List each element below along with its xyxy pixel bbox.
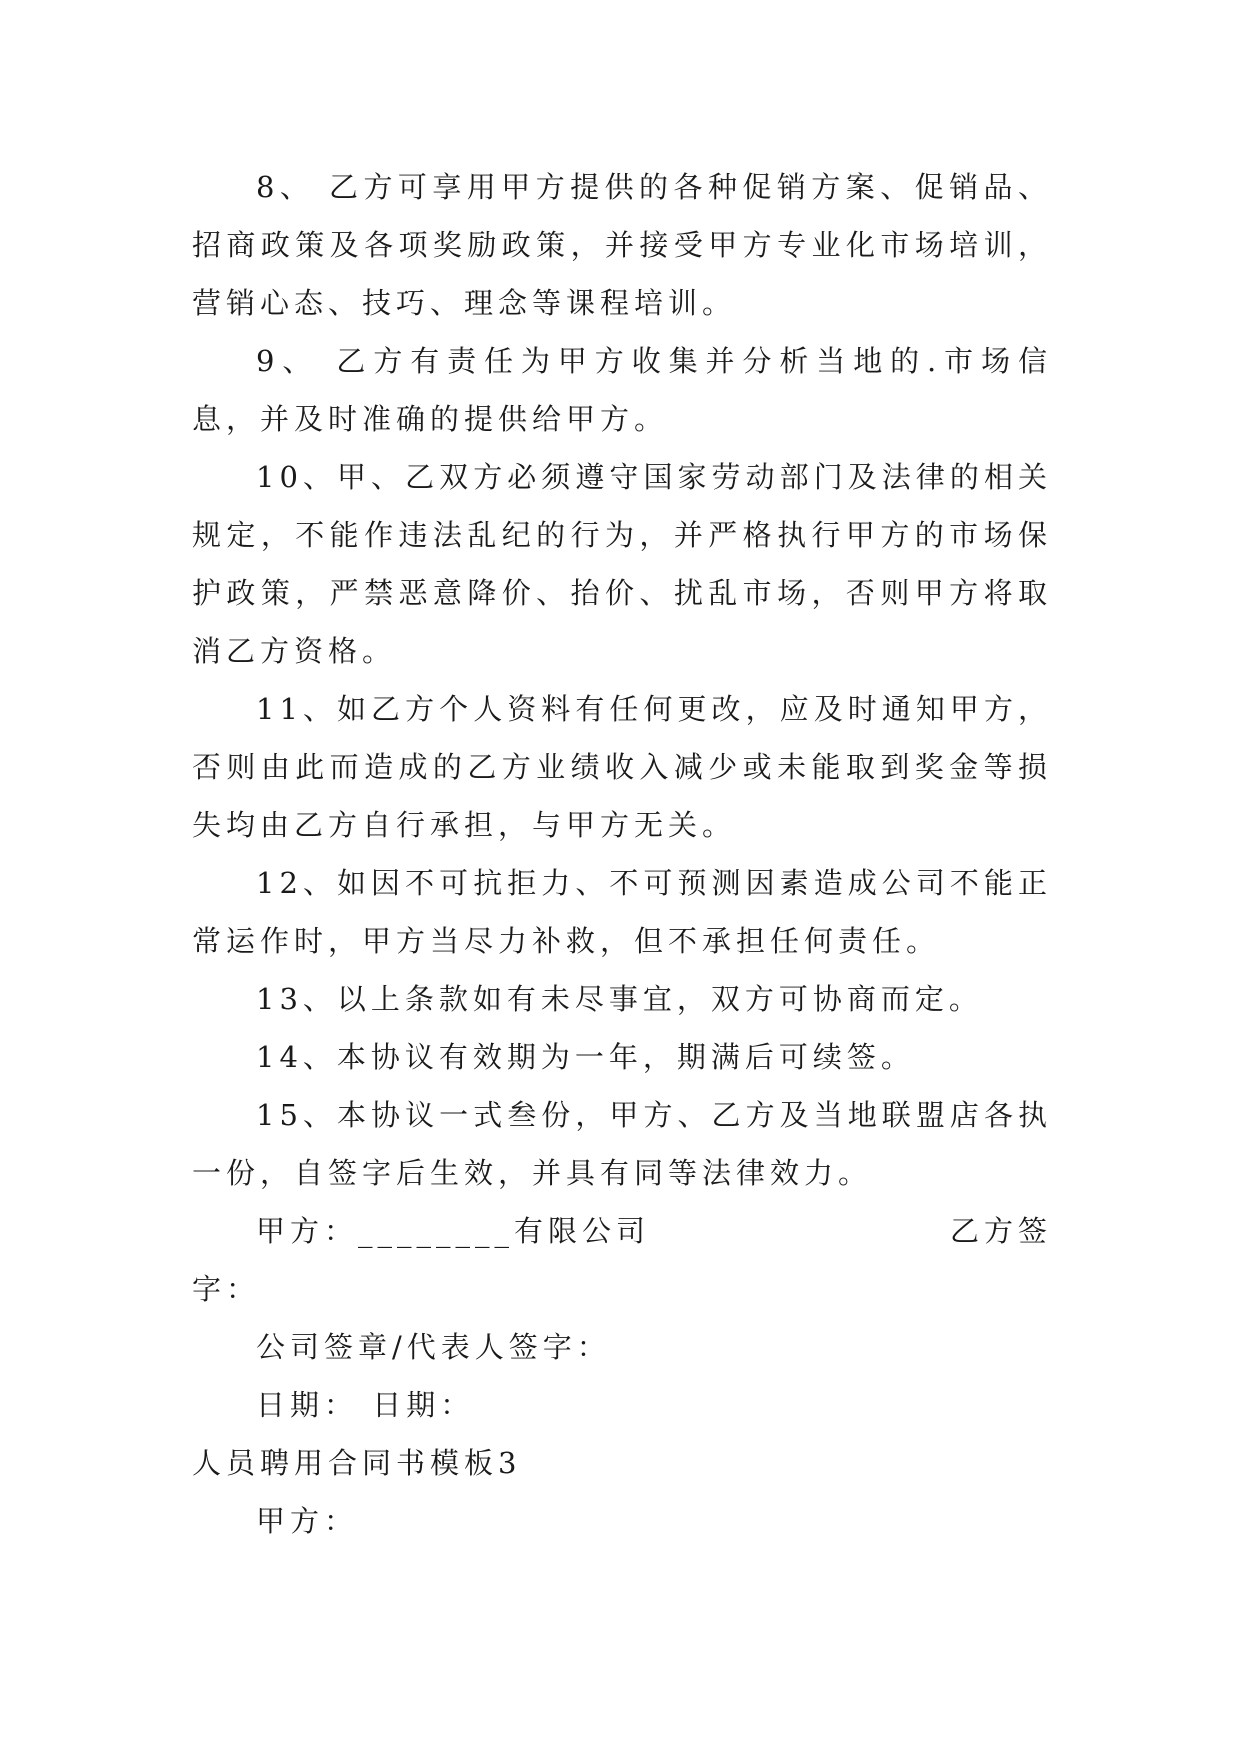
party-b-signature-start: 乙方签: [949, 1214, 1052, 1248]
company-seal-line: 公司签章/代表人签字：: [256, 1330, 611, 1364]
clause-9: 9、 乙方有责任为甲方收集并分析当地的.市场信息，并及时准确的提供给甲方。: [192, 344, 1052, 436]
next-section-title: 人员聘用合同书模板3: [192, 1446, 522, 1480]
party-a-signature: 甲方：________有限公司: [256, 1214, 651, 1248]
clause-10: 10、甲、乙双方必须遵守国家劳动部门及法律的相关规定，不能作违法乱纪的行为，并严格执行甲方的市场保护政策，严禁恶意降价、抬价、扰乱市场，否则甲方将取消乙方资格。: [192, 460, 1052, 668]
next-section-party-a: 甲方：: [256, 1504, 359, 1538]
clause-8: 8、 乙方可享用甲方提供的各种促销方案、促销品、招商政策及各项奖励政策，并接受甲方专业化市场培训，营销心态、技巧、理念等课程培训。: [192, 170, 1052, 320]
signature-row: [192, 1202, 1052, 1260]
clause-15: 15、本协议一式叁份，甲方、乙方及当地联盟店各执一份，自签字后生效，并具有同等法律效力。: [192, 1098, 1052, 1190]
clause-11: 11、如乙方个人资料有任何更改，应及时通知甲方，否则由此而造成的乙方业绩收入减少或未能取到奖金等损失均由乙方自行承担，与甲方无关。: [192, 692, 1052, 842]
clause-13: 13、以上条款如有未尽事宜，双方可协商而定。: [256, 982, 983, 1016]
date-line: 日期： 日期：: [256, 1388, 475, 1422]
clause-14: 14、本协议有效期为一年，期满后可续签。: [256, 1040, 915, 1074]
party-b-signature-end: 字：: [192, 1272, 261, 1306]
clause-12: 12、如因不可抗拒力、不可预测因素造成公司不能正常运作时，甲方当尽力补救，但不承担任何责任。: [192, 866, 1052, 958]
document-page: [192, 158, 1052, 1550]
